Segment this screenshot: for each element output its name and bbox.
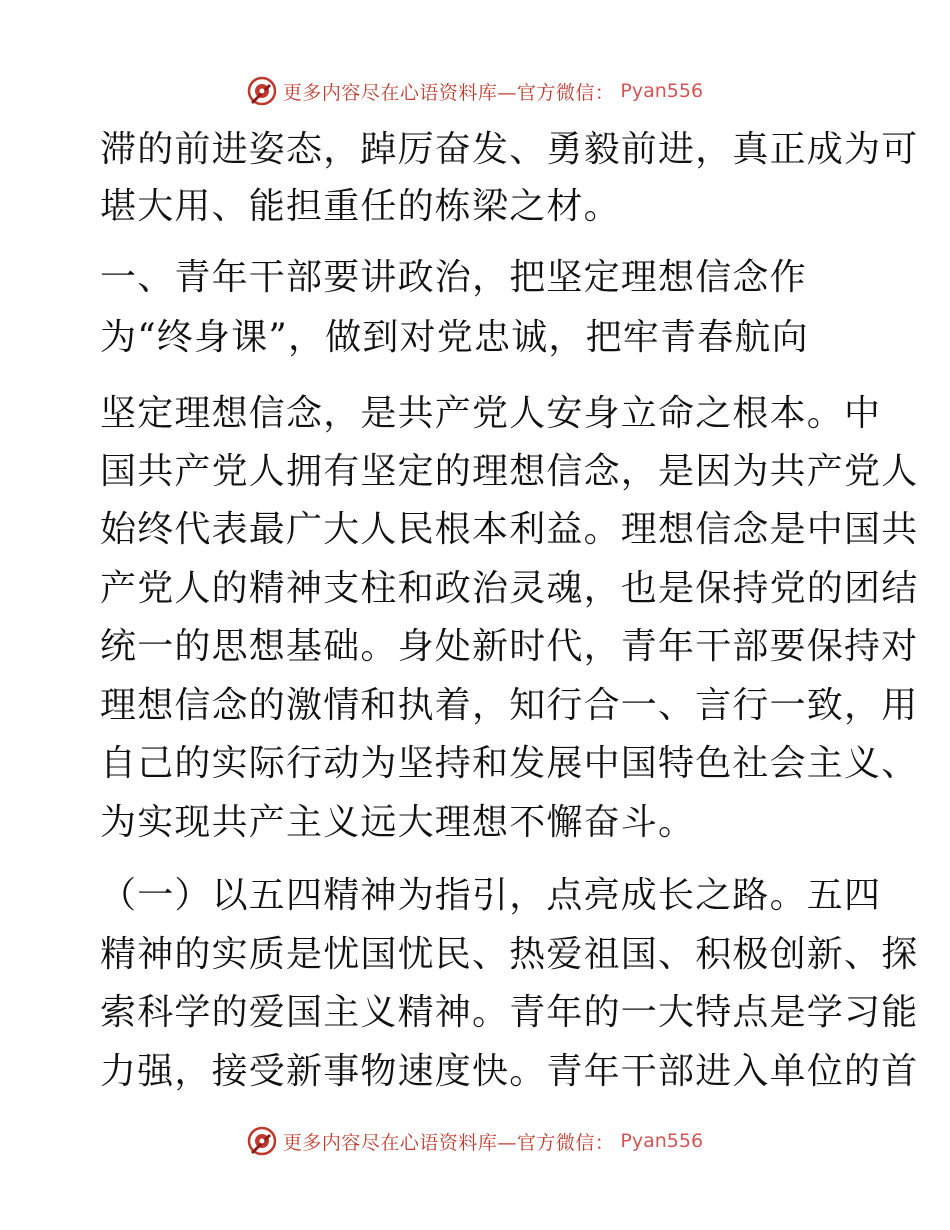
- text-line: 堪大用、能担重任的栋梁之材。: [100, 186, 621, 227]
- text-line: 精神的实质是忧国忧民、热爱祖国、积极创新、探: [100, 934, 919, 975]
- footer-watermark: [0, 1126, 950, 1156]
- text-line: 始终代表最广大人民根本利益。理想信念是中国共: [100, 509, 919, 550]
- text-line: 产党人的精神支柱和政治灵魂，也是保持党的团结: [100, 568, 919, 609]
- subsection-line: （一）以五四精神为指引，点亮成长之路。五四: [100, 875, 882, 916]
- section-heading-line: 一、青年干部要讲政治，把坚定理想信念作: [100, 257, 807, 298]
- text-line: 力强，接受新事物速度快。青年干部进入单位的首: [100, 1051, 919, 1092]
- header-watermark: [0, 76, 950, 106]
- section-heading-line: 为“终身课”，做到对党忠诚，把牢青春航向: [100, 317, 809, 358]
- watermark-text: 更多内容尽在心语资料库—官方微信：: [282, 1131, 615, 1154]
- text-line: 自己的实际行动为坚持和发展中国特色社会主义、: [100, 743, 919, 784]
- text-line: 统一的思想基础。身处新时代，青年干部要保持对: [100, 626, 919, 667]
- quill-logo-icon: [247, 1126, 277, 1156]
- text-line: 为实现共产主义远大理想不懈奋斗。: [100, 802, 696, 843]
- watermark-text: 更多内容尽在心语资料库—官方微信：: [282, 81, 615, 104]
- watermark-wechat-id: Pyan556: [620, 1130, 704, 1152]
- quill-logo-icon: [247, 76, 277, 106]
- text-line: 国共产党人拥有坚定的理想信念，是因为共产党人: [100, 451, 919, 492]
- text-line: 理想信念的激情和执着，知行合一、言行一致，用: [100, 685, 919, 726]
- watermark-wechat-id: Pyan556: [620, 80, 704, 102]
- text-line: 滞的前进姿态，踔厉奋发、勇毅前进，真正成为可: [100, 129, 919, 170]
- text-line: 索科学的爱国主义精神。青年的一大特点是学习能: [100, 992, 919, 1033]
- text-line: 坚定理想信念，是共产党人安身立命之根本。中: [100, 393, 882, 434]
